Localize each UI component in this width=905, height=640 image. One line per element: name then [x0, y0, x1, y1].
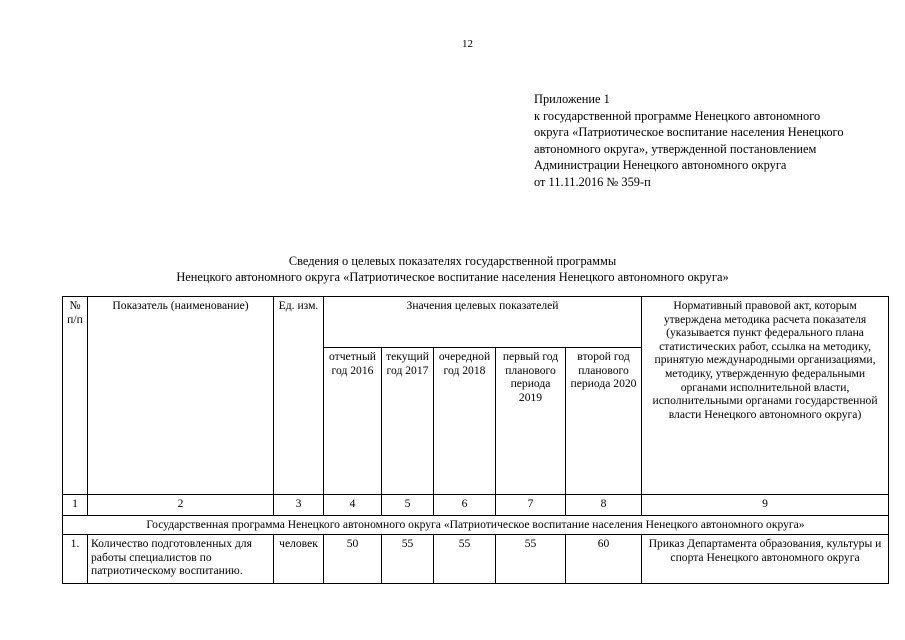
column-number: 8	[566, 495, 642, 516]
row-value: 60	[566, 535, 642, 584]
column-number: 9	[642, 495, 889, 516]
row-value: 55	[382, 535, 434, 584]
column-number: 6	[434, 495, 496, 516]
appendix-line: от 11.11.2016 № 359-п	[534, 174, 651, 189]
document-title-line2: Ненецкого автономного округа «Патриотическое воспитание населения Ненецкого автономного округа»	[176, 270, 729, 284]
header-year: очередной год 2018	[434, 348, 496, 495]
column-numbers-row	[63, 495, 889, 516]
row-unit: человек	[274, 535, 324, 584]
column-number: 7	[496, 495, 566, 516]
row-value: 55	[434, 535, 496, 584]
appendix-line: округа «Патриотическое воспитание населения Ненецкого	[534, 125, 844, 139]
header-year: отчетный год 2016	[324, 348, 382, 495]
column-number: 2	[88, 495, 274, 516]
column-number: 4	[324, 495, 382, 516]
appendix-line: к государственной программе Ненецкого автономного	[534, 108, 821, 123]
column-number: 5	[382, 495, 434, 516]
column-number: 3	[274, 495, 324, 516]
document-title	[0, 253, 905, 285]
appendix-block	[534, 91, 894, 190]
header-year: текущий год 2017	[382, 348, 434, 495]
appendix-line: Администрации Ненецкого автономного округа	[534, 158, 787, 172]
column-number: 1	[63, 495, 88, 516]
appendix-line: Приложение 1	[534, 92, 610, 106]
document-title-line1: Сведения о целевых показателях государственной программы	[288, 254, 617, 268]
header-year: второй год планового периода 2020	[566, 348, 642, 495]
appendix-line: автономного округа», утвержденной постановлением	[534, 141, 817, 156]
program-title: Государственная программа Ненецкого автономного округа «Патриотическое воспитание населения Ненецкого автономного округа»	[63, 516, 889, 535]
header-indicator: Показатель (наименование)	[88, 297, 274, 495]
table-row	[63, 535, 889, 584]
row-indicator: Количество подготовленных для работы специалистов по патриотическому воспитанию.	[88, 535, 274, 584]
header-num: № п/п	[63, 297, 88, 495]
row-value: 55	[496, 535, 566, 584]
header-unit: Ед. изм.	[274, 297, 324, 495]
table-header-row	[63, 297, 889, 348]
header-year: первый год планового периода 2019	[496, 348, 566, 495]
page-number: 12	[462, 38, 473, 50]
header-values: Значения целевых показателей	[324, 297, 642, 348]
program-row	[63, 516, 889, 535]
header-legal-act: Нормативный правовой акт, которым утверждена методика расчета показателя (указывается пункт федерального плана статистических работ, ссылка на методику, принятую международными организациями, методику, утвержденную федеральными органами исполнительной власти, исполнительными органами государственной власти Ненецкого автономного округа)	[642, 297, 889, 495]
target-indicators-table	[62, 296, 889, 584]
row-legal-act: Приказ Департамента образования, культуры и спорта Ненецкого автономного округа	[642, 535, 889, 584]
row-value: 50	[324, 535, 382, 584]
row-num: 1.	[63, 535, 88, 584]
